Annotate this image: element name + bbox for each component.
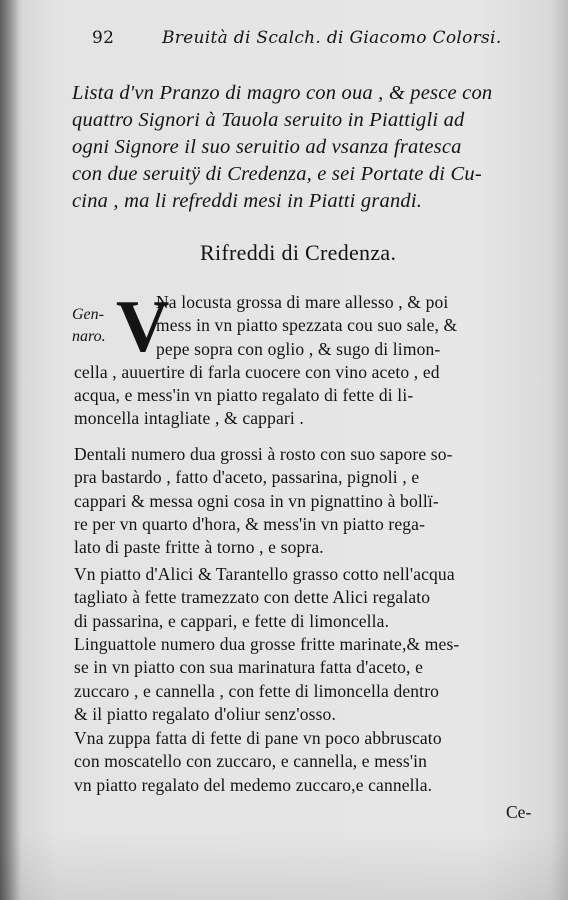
- text-line: cella , auuertire di farla cuocere con vino aceto , ed: [74, 361, 440, 382]
- text-line: tagliato à fette tramezzato con dette Alici regalato: [74, 587, 431, 608]
- intro-line: con due seruitÿ di Credenza, e sei Portate di Cu-: [72, 163, 482, 185]
- intro-line: Lista d'vn Pranzo di magro con oua , & pesce con: [72, 82, 493, 104]
- drop-cap: V: [116, 286, 170, 368]
- text-line: Vna zuppa fatta di fette di pane vn poco abbruscato: [74, 728, 442, 748]
- text-line: Na locusta grossa di mare allesso , & poi: [156, 292, 449, 312]
- text-line: acqua, e mess'in vn piatto regalato di fette di li-: [74, 385, 414, 406]
- paragraph-linguattole: [74, 633, 564, 726]
- text-line: lato di paste fritte à torno , e sopra.: [74, 537, 324, 558]
- page-number: 92: [92, 28, 115, 48]
- text-line: zuccaro , e cannella , con fette di limoncella dentro: [74, 680, 440, 701]
- intro-paragraph: [72, 80, 562, 215]
- running-header: [92, 28, 528, 48]
- paragraph-dentali: [74, 443, 564, 559]
- text-line: pra bastardo , fatto d'aceto, passarina, pignoli , e: [74, 467, 420, 488]
- margin-note-line: naro.: [72, 328, 106, 345]
- text-line: moncella intagliate , & cappari .: [74, 408, 304, 429]
- paragraph-locusta: [74, 286, 564, 431]
- page-shadow: [0, 830, 568, 900]
- running-title: Breuità di Scalch. di Giacomo Colorsi.: [161, 28, 502, 48]
- catchword: Ce-: [506, 802, 532, 822]
- intro-line: cina , ma li refreddi mesi in Piatti grandi.: [72, 190, 423, 212]
- paragraph-zuppa: [74, 727, 564, 797]
- text-line: se in vn piatto con sua marinatura fatta d'aceto, e: [74, 657, 424, 678]
- text-line: Vn piatto d'Alici & Tarantello grasso cotto nell'acqua: [74, 564, 455, 584]
- text-line: re per vn quarto d'hora, & mess'in vn piatto rega-: [74, 513, 426, 534]
- text-line: pepe sopra con oglio , & sugo di limon-: [156, 338, 441, 359]
- text-line: Linguattole numero dua grosse fritte marinate,& mes-: [74, 634, 460, 654]
- text-line: & il piatto regalato d'oliur senz'osso.: [74, 703, 336, 724]
- text-line: mess in vn piatto spezzata cou suo sale, &: [156, 315, 458, 336]
- paragraph-alici: [74, 563, 564, 633]
- text-line: vn piatto regalato del medemo zuccaro,e cannella.: [74, 774, 433, 795]
- spine-shadow: [0, 0, 22, 900]
- intro-line: ogni Signore il suo seruitio ad vsanza fratesca: [72, 136, 462, 158]
- text-line: di passarina, e cappari, e fette di limoncella.: [74, 610, 390, 631]
- text-line: cappari & messa ogni cosa in vn pignattino à bollï-: [74, 490, 439, 511]
- text-line: con moscatello con zuccaro, e cannella, e mess'in: [74, 751, 428, 772]
- margin-note-line: Gen-: [72, 306, 104, 323]
- text-line: Dentali numero dua grossi à rosto con suo sapore so-: [74, 444, 453, 464]
- intro-line: quattro Signori à Tauola seruito in Piattigli ad: [72, 109, 465, 131]
- section-heading: Rifreddi di Credenza.: [200, 240, 397, 265]
